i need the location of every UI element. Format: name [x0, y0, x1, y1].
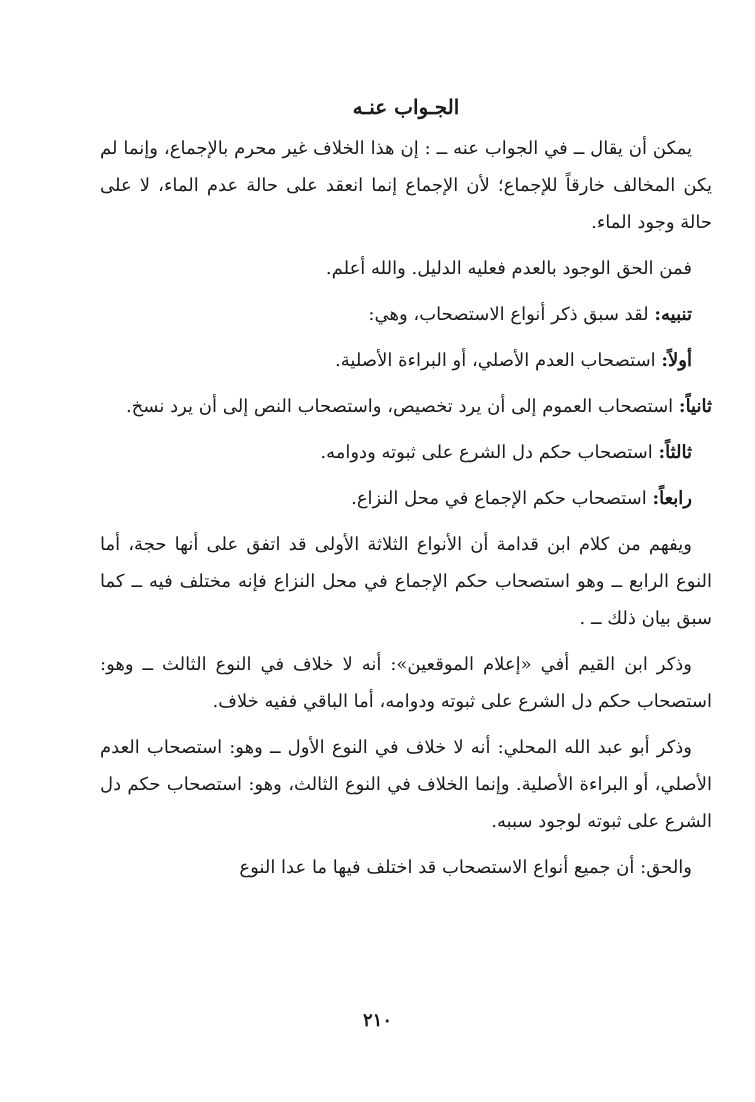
paragraph-mahalli [100, 729, 712, 840]
list-item-third [100, 434, 712, 471]
paragraph-lead: ثالثاً: [658, 442, 692, 463]
paragraph-text: استصحاب حكم دل الشرع على ثبوته ودوامه. [320, 442, 659, 463]
page-body [100, 90, 712, 1040]
paragraph-lead: تنبيه: [654, 304, 692, 325]
paragraph-note [100, 296, 712, 333]
paragraph-lead: ثانياً: [678, 396, 712, 417]
paragraph-lead: رابعاً: [652, 488, 692, 509]
paragraph-text: والحق: أن جميع أنواع الاستصحاب قد اختلف فيها ما عدا النوع [239, 857, 692, 878]
paragraph-truth [100, 849, 712, 886]
list-item-fourth [100, 480, 712, 517]
paragraph-lead: أولاً: [661, 350, 692, 371]
list-item-second [100, 388, 712, 425]
paragraph-text: فمن الحق الوجود بالعدم فعليه الدليل. والله أعلم. [325, 258, 692, 279]
paragraph-text: لقد سبق ذكر أنواع الاستصحاب، وهي: [368, 304, 655, 325]
paragraph-conclusion [100, 250, 712, 287]
list-item-first [100, 342, 712, 379]
paragraph-text: استصحاب حكم الإجماع في محل النزاع. [351, 488, 653, 509]
paragraph-text: وذكر أبو عبد الله المحلي: أنه لا خلاف في النوع الأول ــ وهو: استصحاب العدم الأصلي، أو البراءة الأصلية. وإنما الخلاف في النوع الثالث، وهو: استصحاب حكم دل الشرع على ثبوته لوجود سببه. [100, 737, 712, 832]
paragraph-text: ويفهم من كلام ابن قدامة أن الأنواع الثلاثة الأولى قد اتفق على أنها حجة، أما النوع الرابع ــ وهو استصحاب حكم الإجماع في محل النزاع فإنه مختلف فيه ــ كما سبق بيان ذلك ــ . [100, 534, 712, 629]
paragraph-text: استصحاب العدم الأصلي، أو البراءة الأصلية. [335, 350, 662, 371]
paragraph-ibn-qayyim [100, 646, 712, 720]
paragraph-text: يمكن أن يقال ــ في الجواب عنه ــ : إن هذا الخلاف غير محرم بالإجماع، وإنما لم يكن المخالف خارقاً للإجماع؛ لأن الإجماع إنما انعقد على حالة عدم الماء، لا على حالة وجود الماء. [100, 138, 712, 233]
section-heading: الجـواب عنـه [352, 95, 460, 119]
paragraph-answer [100, 130, 712, 241]
paragraph-text: استصحاب العموم إلى أن يرد تخصيص، واستصحاب النص إلى أن يرد نسخ. [125, 396, 679, 417]
page-number: ٢١٠ [362, 1010, 392, 1031]
paragraph-ibn-qudama [100, 526, 712, 637]
paragraph-text: وذكر ابن القيم أفي «إعلام الموقعين»: أنه لا خلاف في النوع الثالث ــ وهو: استصحاب حكم دل الشرع على ثبوته ودوامه، أما الباقي ففيه خلاف. [100, 654, 712, 712]
